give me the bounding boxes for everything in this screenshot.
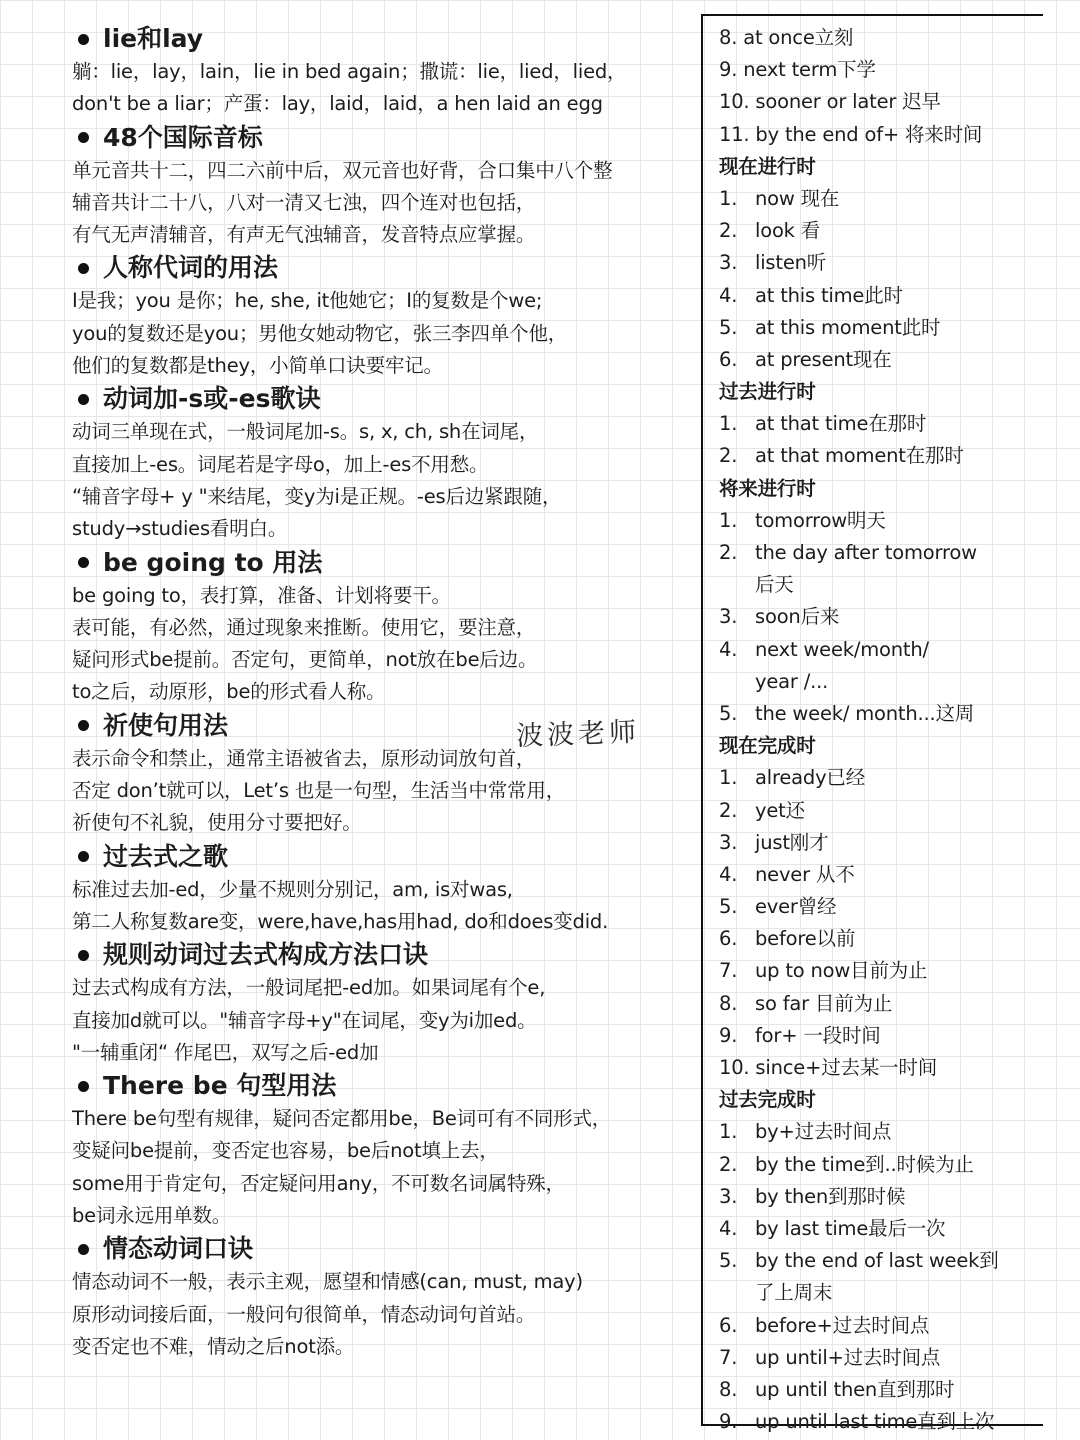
list-text: listen听	[755, 251, 827, 275]
list-text: 了上周末	[755, 1281, 833, 1305]
list-item	[719, 280, 1043, 312]
section-line: 动词三单现在式，一般词尾加-s。s, x, ch, sh在词尾，	[72, 420, 539, 444]
list-number: 10.	[719, 90, 750, 114]
list-text: by then到那时候	[755, 1184, 906, 1208]
list-text: up until+过去时间点	[755, 1345, 941, 1369]
list-item	[719, 119, 1043, 151]
tense-heading	[719, 473, 1043, 505]
list-number: 2.	[719, 541, 738, 564]
list-number: 1.	[719, 186, 738, 210]
list-item	[719, 601, 1043, 633]
list-text: so far 目前为止	[755, 991, 893, 1015]
bullet-icon	[78, 1244, 89, 1255]
list-text: 将来进行时	[719, 476, 816, 500]
right-box	[701, 14, 1043, 1434]
list-text: at this time此时	[755, 283, 903, 307]
list-text: by the end of last week到	[755, 1249, 999, 1273]
list-text: by the time到..时候为止	[755, 1152, 974, 1176]
list-text: before+过去时间点	[755, 1313, 930, 1337]
section-title-text: There be 句型用法	[103, 1071, 337, 1101]
list-item	[719, 634, 1043, 666]
list-text: by the end of+ 将来时间	[755, 122, 983, 146]
list-item	[719, 247, 1043, 279]
list-item	[719, 988, 1043, 1020]
list-item	[719, 440, 1043, 472]
tense-heading	[719, 730, 1043, 762]
section-line: to之后，动原形，be的形式看人称。	[72, 680, 386, 704]
list-item	[719, 859, 1043, 891]
section-line: 单元音共十二，四二六前中后，双元音也好背，合口集中八个整	[72, 158, 613, 182]
list-item	[719, 1181, 1043, 1213]
list-text: up until last time直到上次	[755, 1410, 995, 1434]
list-item	[719, 54, 1043, 86]
list-number: 6.	[719, 1313, 738, 1337]
list-text: up until then直到那时	[755, 1377, 955, 1401]
list-item	[719, 891, 1043, 923]
list-item	[719, 537, 1043, 569]
list-item	[719, 1020, 1043, 1052]
section-line: 有气无声清辅音，有声无气浊辅音，发音特点应掌握。	[72, 223, 536, 247]
left-column	[72, 22, 692, 1363]
section	[72, 1069, 692, 1232]
bullet-icon	[78, 34, 89, 45]
section-title	[72, 938, 692, 972]
list-text: now 现在	[755, 186, 840, 210]
list-item	[719, 312, 1043, 344]
section-line: 表可能，有必然，通过现象来推断。使用它，要注意，	[72, 615, 536, 639]
list-text: just刚才	[755, 830, 829, 854]
section-title	[72, 1069, 692, 1103]
list-number: 2.	[719, 1152, 738, 1176]
list-number: 1.	[719, 1120, 738, 1144]
list-item	[719, 955, 1043, 987]
list-text: tomorrow明天	[755, 508, 886, 532]
section-title	[72, 251, 692, 285]
section-line: some用于肯定句，否定疑问用any，不可数名词属特殊，	[72, 1171, 565, 1195]
section-title	[72, 121, 692, 155]
list-item	[719, 795, 1043, 827]
list-item	[719, 569, 1043, 601]
list-text: by+过去时间点	[755, 1120, 892, 1144]
list-number: 8.	[719, 991, 738, 1015]
section-title	[72, 546, 692, 580]
list-item	[719, 666, 1043, 698]
list-number: 5.	[719, 315, 738, 339]
section-line: 直接加d就可以。"辅音字母+y"在词尾，变y为i加ed。	[72, 1008, 537, 1032]
section	[72, 546, 692, 709]
section-line: 否定 don’t就可以，Let’s 也是一句型，生活当中常常用，	[72, 779, 566, 803]
bullet-icon	[78, 851, 89, 862]
section-line: 辅音共计二十八，八对一清又七浊，四个连对也包括，	[72, 190, 536, 214]
section-line: 第二人称复数are变，were,have,has用had, do和does变did.	[72, 909, 609, 933]
section-line: 情态动词不一般，表示主观，愿望和情感(can, must, may)	[72, 1270, 583, 1294]
list-text: up to now目前为止	[755, 959, 928, 983]
section-title	[72, 1232, 692, 1266]
list-item	[719, 1406, 1043, 1438]
list-text: look 看	[755, 219, 821, 243]
section-line: “辅音字母+ y "来结尾，变y为i是正规。-es后边紧跟随，	[72, 484, 562, 508]
list-text: by last time最后一次	[755, 1216, 946, 1240]
list-text: for+ 一段时间	[755, 1023, 881, 1047]
section-line: "一辅重闭“ 作尾巴，双写之后-ed加	[72, 1040, 379, 1064]
list-text: 后天	[755, 573, 794, 597]
list-item	[719, 1052, 1043, 1084]
list-number: 1.	[719, 766, 738, 790]
list-item	[719, 1277, 1043, 1309]
list-number: 4.	[719, 862, 738, 886]
section-line: 疑问形式be提前。否定句，更简单，not放在be后边。	[72, 648, 538, 672]
list-item	[719, 1245, 1043, 1277]
section-title-text: 祈使句用法	[103, 710, 229, 740]
list-item	[719, 408, 1043, 440]
section-title	[72, 840, 692, 874]
section-line: 变否定也不难，情动之后not添。	[72, 1334, 355, 1358]
bullet-icon	[78, 720, 89, 731]
list-number: 8.	[719, 26, 738, 49]
section-title	[72, 382, 692, 416]
list-item	[719, 762, 1043, 794]
list-number: 8.	[719, 1377, 738, 1401]
section	[72, 1232, 692, 1363]
section-line: I是我；you 是你；he, she, it他她它；I的复数是个we;	[72, 289, 543, 313]
list-text: yet还	[755, 798, 805, 822]
list-text: at this moment此时	[755, 315, 941, 339]
list-text: never 从不	[755, 862, 855, 886]
list-number: 4.	[719, 1216, 738, 1240]
list-number: 5.	[719, 895, 738, 919]
list-item	[719, 505, 1043, 537]
list-text: next term下学	[743, 58, 876, 82]
section	[72, 22, 692, 121]
list-item	[719, 827, 1043, 859]
section-line: 表示命令和禁止，通常主语被省去，原形动词放句首，	[72, 746, 536, 770]
list-item	[719, 215, 1043, 247]
list-text: 过去进行时	[719, 380, 816, 404]
list-item	[719, 1213, 1043, 1245]
list-number: 4.	[719, 637, 738, 661]
section-title-text: 过去式之歌	[103, 841, 229, 871]
list-item	[719, 1310, 1043, 1342]
list-item	[719, 1149, 1043, 1181]
tense-heading	[719, 376, 1043, 408]
section-title	[72, 22, 692, 56]
list-item	[719, 1116, 1043, 1148]
list-number: 3.	[719, 605, 738, 629]
list-item	[719, 86, 1043, 118]
bullet-icon	[78, 1081, 89, 1092]
section-line: be词永远用单数。	[72, 1204, 232, 1228]
section-title-text: 情态动词口诀	[103, 1234, 254, 1264]
bullet-icon	[78, 394, 89, 405]
section	[72, 840, 692, 939]
list-text: at present现在	[755, 347, 892, 371]
list-text: 过去完成时	[719, 1088, 816, 1112]
list-item	[719, 183, 1043, 215]
list-text: the day after tomorrow	[755, 541, 977, 564]
section-line: you的复数还是you；男他女她动物它，张三李四单个他，	[72, 321, 568, 345]
list-text: next week/month/	[755, 637, 929, 661]
section-title-text: lie和lay	[103, 24, 204, 53]
list-number: 10.	[719, 1056, 750, 1079]
list-text: year /...	[755, 669, 829, 693]
list-text: soon后来	[755, 605, 840, 629]
section-line: 祈使句不礼貌，使用分寸要把好。	[72, 811, 362, 835]
list-text: before以前	[755, 927, 856, 951]
section-title-text: be going to 用法	[103, 547, 323, 577]
list-number: 7.	[719, 959, 738, 983]
list-text: at once立刻	[743, 26, 854, 49]
list-number: 9.	[719, 1410, 738, 1434]
section-line: be going to，表打算，准备、计划将要干。	[72, 583, 451, 607]
section-line: 标准过去加-ed，少量不规则分别记，am, is对was,	[72, 877, 513, 901]
bullet-icon	[78, 950, 89, 961]
list-number: 2.	[719, 219, 738, 243]
list-item	[719, 1374, 1043, 1406]
list-text: the week/ month...这周	[755, 701, 975, 725]
list-item	[719, 22, 1043, 54]
tense-heading	[719, 151, 1043, 183]
list-number: 9.	[719, 1023, 738, 1047]
section	[72, 382, 692, 545]
bullet-icon	[78, 132, 89, 143]
list-text: ever曾经	[755, 895, 837, 919]
section-title-text: 48个国际音标	[103, 122, 263, 152]
list-number: 5.	[719, 1249, 738, 1273]
tense-heading	[719, 1084, 1043, 1116]
list-number: 4.	[719, 283, 738, 307]
list-text: since+过去某一时间	[755, 1056, 938, 1079]
list-text: 现在进行时	[719, 154, 816, 178]
list-number: 2.	[719, 798, 738, 822]
list-number: 3.	[719, 251, 738, 275]
list-number: 1.	[719, 412, 738, 436]
section-line: 躺：lie，lay，lain，lie in bed again；撒谎：lie，lied，lied，	[72, 60, 627, 83]
list-number: 11.	[719, 122, 750, 146]
signature: 波波老师	[515, 716, 641, 753]
section-line: There be句型有规律，疑问否定都用be，Be词可有不同形式，	[72, 1107, 612, 1131]
section-title-text: 动词加-s或-es歌诀	[103, 384, 321, 414]
section-line: 原形动词接后面，一般问句很简单，情态动词句首站。	[72, 1302, 536, 1326]
list-text: 现在完成时	[719, 734, 816, 758]
list-number: 3.	[719, 830, 738, 854]
list-number: 5.	[719, 701, 738, 725]
list-number: 6.	[719, 347, 738, 371]
section-line: 他们的复数都是they，小简单口诀要牢记。	[72, 354, 443, 378]
list-number: 6.	[719, 927, 738, 951]
list-number: 9.	[719, 58, 738, 82]
list-number: 7.	[719, 1345, 738, 1369]
section-title-text: 人称代词的用法	[103, 253, 279, 283]
section-line: 直接加上-es。词尾若是字母o，加上-es不用愁。	[72, 452, 489, 476]
list-item	[719, 1342, 1043, 1374]
list-item	[719, 698, 1043, 730]
list-text: sooner or later 迟早	[755, 90, 941, 114]
list-number: 1.	[719, 508, 738, 532]
section	[72, 938, 692, 1069]
section	[72, 121, 692, 252]
list-text: at that moment在那时	[755, 444, 964, 468]
list-number: 3.	[719, 1184, 738, 1208]
section-line: study→studies看明白。	[72, 517, 288, 541]
section-line: 过去式构成有方法，一般词尾把-ed加。如果词尾有个e,	[72, 976, 546, 1000]
list-item	[719, 923, 1043, 955]
bullet-icon	[78, 557, 89, 568]
list-text: already已经	[755, 766, 866, 790]
section-line: 变疑问be提前，变否定也容易，be后not填上去，	[72, 1139, 499, 1163]
list-number: 2.	[719, 444, 738, 468]
bullet-icon	[78, 263, 89, 274]
section	[72, 251, 692, 382]
list-item	[719, 344, 1043, 376]
section-line: don't be a liar；产蛋：lay，laid，laid，a hen laid an egg	[72, 92, 603, 116]
list-text: at that time在那时	[755, 412, 927, 436]
section-title-text: 规则动词过去式构成方法口诀	[103, 940, 429, 970]
